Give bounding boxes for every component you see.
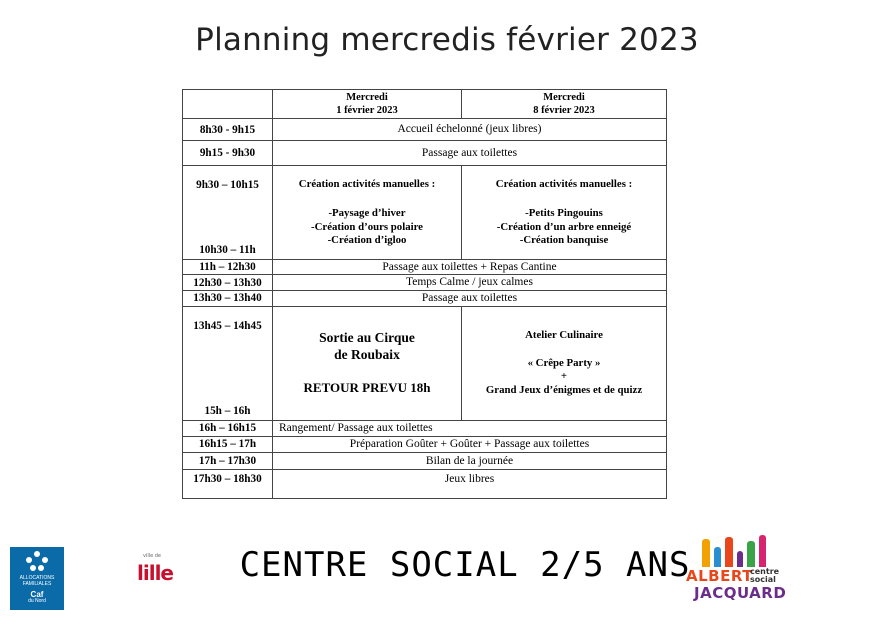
table-row <box>183 166 667 260</box>
footer-title: CENTRE SOCIAL 2/5 ANS <box>239 545 691 585</box>
activity-item: -Paysage d’hiver <box>328 206 406 219</box>
caf-text: FAMILIALES <box>22 580 52 587</box>
table-row <box>183 469 667 498</box>
time-start: 9h30 – 10h15 <box>196 179 259 191</box>
outing-line: Sortie au Cirque <box>319 330 415 346</box>
centre-social-text <box>750 568 779 583</box>
column-header-1 <box>273 90 462 119</box>
time-cell: 16h – 16h15 <box>183 420 273 436</box>
jacquard-word: JACQUARD <box>694 584 787 602</box>
activity-cell-col1 <box>273 166 462 260</box>
column-header-2 <box>462 90 667 119</box>
return-note: RETOUR PREVU 18h <box>303 380 431 395</box>
caf-text: Caf <box>30 589 44 599</box>
time-cell <box>183 166 273 260</box>
activity-cell: Préparation Goûter + Goûter + Passage aux toilettes <box>273 436 667 452</box>
table-row <box>183 452 667 469</box>
time-cell: 9h15 - 9h30 <box>183 141 273 166</box>
albert-jacquard-logo <box>684 533 794 613</box>
workshop-cell <box>462 306 667 420</box>
cs-line: centre <box>750 567 780 576</box>
column-day: Mercredi <box>543 91 585 103</box>
activity-item: -Création d’un arbre enneigé <box>496 220 632 233</box>
workshop-line: Grand Jeux d’énigmes et de quizz <box>485 383 643 396</box>
table-row <box>183 119 667 141</box>
header-row <box>183 90 667 119</box>
activity-cell: Bilan de la journée <box>273 452 667 469</box>
time-end: 10h30 – 11h <box>199 244 256 256</box>
activity-cell-col2 <box>462 166 667 260</box>
workshop-plus: + <box>560 370 568 383</box>
time-cell: 17h30 – 18h30 <box>183 469 273 498</box>
activity-item: -Petits Pingouins <box>525 206 603 219</box>
table-row <box>183 436 667 452</box>
table-row <box>183 275 667 290</box>
schedule-table <box>182 89 667 499</box>
lille-small-text: ville de <box>142 553 162 559</box>
column-date: 8 février 2023 <box>533 105 595 116</box>
activity-cell: Temps Calme / jeux calmes <box>273 275 667 290</box>
caf-text: ALLOCATIONS <box>19 575 55 581</box>
time-cell: 16h15 – 17h <box>183 436 273 452</box>
table-row <box>183 290 667 306</box>
outing-line: de Roubaix <box>334 347 400 363</box>
outing-cell <box>273 306 462 420</box>
time-start: 13h45 – 14h45 <box>193 319 262 332</box>
activity-cell: Passage aux toilettes <box>273 141 667 166</box>
column-day: Mercredi <box>346 91 388 103</box>
table-row <box>183 420 667 436</box>
time-cell <box>183 306 273 420</box>
time-cell: 17h – 17h30 <box>183 452 273 469</box>
activity-heading: Création activités manuelles : <box>495 178 633 190</box>
time-cell: 13h30 – 13h40 <box>183 290 273 306</box>
time-cell: 8h30 - 9h15 <box>183 119 273 141</box>
time-cell: 12h30 – 13h30 <box>183 275 273 290</box>
table-row <box>183 260 667 275</box>
time-cell: 11h – 12h30 <box>183 260 273 275</box>
cs-line: social <box>750 574 776 584</box>
activity-cell: Jeux libres <box>273 469 667 498</box>
page-title: Planning mercredis février 2023 <box>195 22 699 58</box>
caf-text: du Nord <box>28 597 46 604</box>
activity-cell: Accueil échelonné (jeux libres) <box>273 119 667 141</box>
workshop-title: Atelier Culinaire <box>525 329 603 342</box>
activity-cell: Rangement/ Passage aux toilettes <box>273 420 667 436</box>
activity-heading: Création activités manuelles : <box>298 178 436 190</box>
time-end: 15h – 16h <box>204 404 251 417</box>
activity-cell: Passage aux toilettes + Repas Cantine <box>273 260 667 275</box>
activity-cell: Passage aux toilettes <box>273 290 667 306</box>
albert-word: ALBERT <box>686 567 753 585</box>
activity-item: -Création d’igloo <box>327 234 407 247</box>
lille-word: lille <box>137 561 173 585</box>
table-row <box>183 141 667 166</box>
family-figures-icon <box>700 533 780 567</box>
table-row <box>183 306 667 420</box>
activity-item: -Création banquise <box>519 234 609 247</box>
column-date: 1 février 2023 <box>336 105 398 116</box>
empty-header-cell <box>183 90 273 119</box>
activity-item: -Création d’ours polaire <box>311 220 423 233</box>
workshop-line: « Crêpe Party » <box>527 356 601 369</box>
